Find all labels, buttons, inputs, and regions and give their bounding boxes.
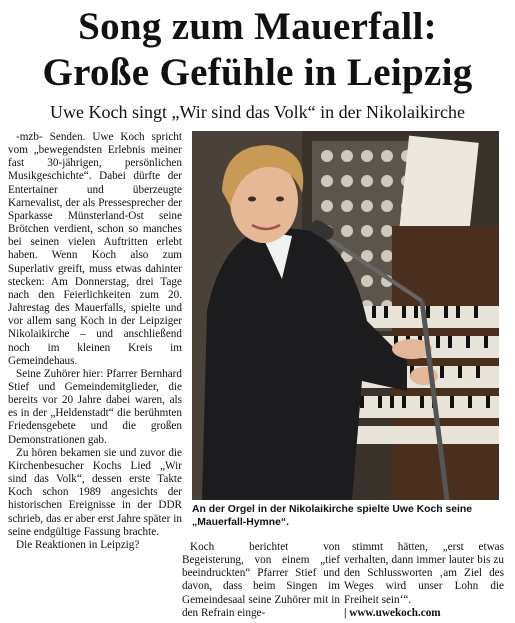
column-2-text: Koch berichtet von Begeisterung, von einem „tief beeindruckten“ Pfarrer Stief und davon, dass beim Singen im Gemeindesaal seine Zuhörer mit in den Refrain einge- (182, 541, 340, 619)
sheet-music (399, 136, 479, 238)
website-link[interactable]: | www.uwekoch.com (344, 606, 441, 619)
column-3-text: stimmt hätten, „erst etwas verhalten, dann immer lauter bis zu den Schlussworten ‚am Ziel des Weges wird unser Lohn die Freiheit sein‘“. (344, 541, 504, 606)
paragraph-4: Die Reaktionen in Leipzig? (16, 538, 140, 551)
photo-caption: An der Orgel in der Nikolaikirche spielte Uwe Koch seine „Mauerfall-Hymne“. (192, 504, 473, 528)
paragraph-3: Zu hören bekamen sie und zuvor die Kirchenbesucher Kochs Lied „Wir sind das Volk“, dessen erste Takte Koch schon 1989 angesichts der historischen Ereignisse in der DDR schrieb, das er aber erst Jahre später in seine endgültige Fassung brachte. (8, 446, 182, 538)
paragraph-1: -mzb- Senden. Uwe Koch spricht vom „bewegendsten Erlebnis meiner fast 30-jährigen, persönlichen Musikgeschichte“. Dabei dürfte der Entertainer und überzeugte Karnevalist, der als Pressesprecher der Sparkasse Münsterland-Ost seine Brötchen verdient, schon so manches bei seinen vielen Auftritten erlebt haben. Wenn Koch also zum Superlativ greift, muss etwas dahinter stecken: Am Donnerstag, drei Tage nach den Feierlichkeiten zum 20. Jahrestag des Mauerfalls, spielte und vor allem sang Koch in der Leipziger Nikolaikirche – und anschließend noch im kleinen Kreis im Gemeindehaus. (8, 131, 182, 367)
headline-line-1: Song zum Mauerfall: (78, 5, 437, 48)
subheadline: Uwe Koch singt „Wir sind das Volk“ in der Nikolaikirche (49, 102, 466, 122)
headline-line-2: Große Gefühle in Leipzig (42, 51, 473, 94)
article-column-2 (182, 541, 340, 620)
article-column-3 (344, 541, 504, 620)
paragraph-2: Seine Zuhörer hier: Pfarrer Bernhard Stief und Gemeindemitglieder, die bereits vor 20 Jahre dabei waren, als es in der „Heldenstadt“ die berühmten Friedensgebete und die großen Demonstrationen gab. (8, 367, 182, 446)
organ-photo (192, 131, 499, 500)
photo-illustration (192, 131, 499, 500)
article-column-1 (8, 131, 182, 552)
